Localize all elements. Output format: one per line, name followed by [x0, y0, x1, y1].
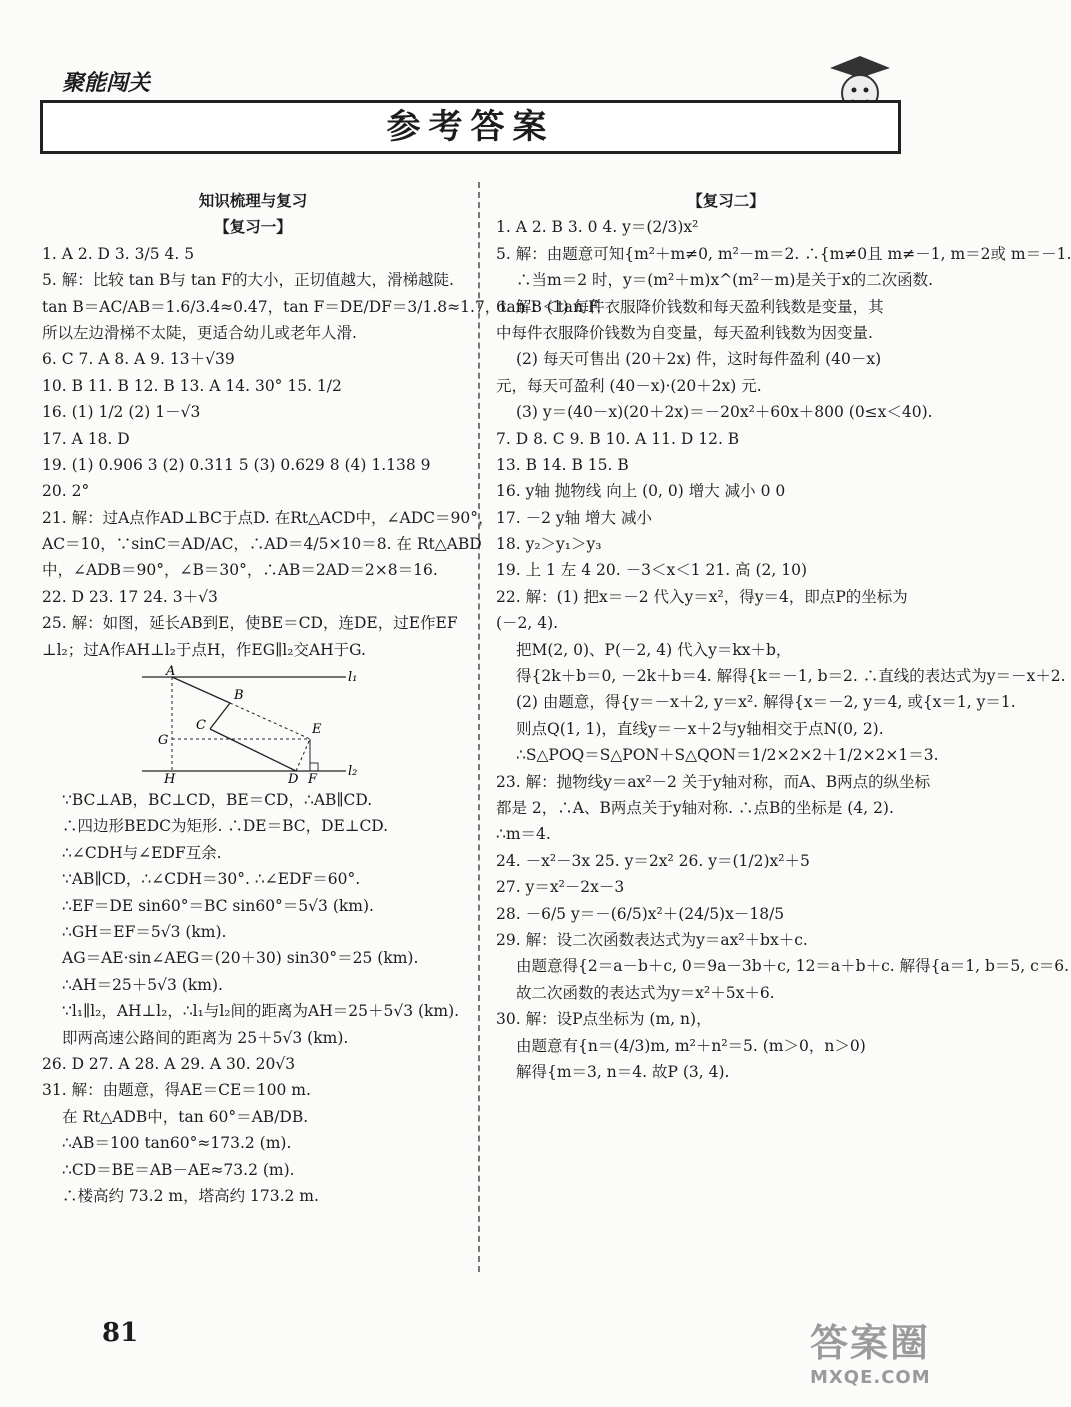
- segment-be: [230, 703, 310, 739]
- answer-line: 即两高速公路间的距离为 25＋5√3 (km).: [62, 1028, 349, 1047]
- answer-line: ∴AH＝25＋5√3 (km).: [62, 975, 223, 994]
- answer-line: 29. 解：设二次函数表达式为y＝ax²＋bx＋c.: [496, 930, 808, 949]
- label-c: C: [196, 718, 206, 734]
- answer-line: 7. D 8. C 9. B 10. A 11. D 12. B: [496, 429, 740, 448]
- watermark-url: MXQE.COM: [810, 1367, 931, 1388]
- segment-bc: [210, 703, 230, 729]
- answer-line: ∴∠CDH与∠EDF互余.: [62, 843, 222, 862]
- answer-line: 都是 2，∴A、B两点关于y轴对称. ∴点B的坐标是 (4, 2).: [496, 798, 894, 817]
- label-h: H: [164, 772, 176, 788]
- segment-de: [296, 739, 310, 771]
- answer-line: 由题意有{n＝(4/3)m, m²＋n²＝5. (m＞0，n＞0): [516, 1036, 866, 1055]
- answer-line: 中，∠ADB＝90°，∠B＝30°，∴AB＝2AD＝2×8＝16.: [42, 561, 438, 580]
- column-divider: [478, 182, 480, 1272]
- answer-line: (－2, 4).: [496, 614, 559, 633]
- answer-line: 19. (1) 0.906 3 (2) 0.311 5 (3) 0.629 8 (4) 1.138 9: [42, 455, 431, 474]
- page-header: [0, 0, 1000, 180]
- answer-line: 故二次函数的表达式为y＝x²＋5x＋6.: [516, 983, 775, 1002]
- answer-line: 6. C 7. A 8. A 9. 13＋√39: [42, 350, 235, 369]
- answer-line: ∴GH＝EF＝5√3 (km).: [62, 922, 227, 941]
- answer-line: 得{2k＋b＝0, －2k＋b＝4. 解得{k＝－1, b＝2. ∴直线的表达式为y＝－x＋2.: [516, 667, 1066, 686]
- answer-line: 13. B 14. B 15. B: [496, 455, 629, 474]
- answer-line: 22. D 23. 17 24. 3＋√3: [42, 587, 218, 606]
- answer-line: 1. A 2. D 3. 3/5 4. 5: [42, 244, 195, 263]
- answer-line: ∴AB＝100 tan60°≈173.2 (m).: [62, 1134, 292, 1153]
- title-box: [40, 100, 901, 154]
- answer-line: (2) 每天可售出 (20＋2x) 件，这时每件盈利 (40－x): [516, 350, 882, 369]
- answer-line: 28. －6/5 y＝－(6/5)x²＋(24/5)x－18/5: [496, 904, 785, 923]
- answer-line: ∴m＝4.: [496, 825, 551, 844]
- answer-line: 25. 解：如图，延长AB到E，使BE＝CD，连DE，过E作EF: [42, 614, 458, 633]
- review-one-title: 【复习一】: [214, 218, 292, 237]
- geometry-diagram: [138, 664, 368, 788]
- answer-line: 31. 解：由题意，得AE＝CE＝100 m.: [42, 1081, 311, 1100]
- answer-line: 5. 解：比较 tan B与 tan F的大小，正切值越大，滑梯越陡.: [42, 271, 454, 290]
- answer-line: 由题意得{2＝a－b＋c, 0＝9a－3b＋c, 12＝a＋b＋c. 解得{a＝1, b＝5, c＝6.: [516, 957, 1070, 976]
- answer-line: 18. y₂＞y₁＞y₃: [496, 535, 602, 554]
- answer-line: ∴当m＝2 时，y＝(m²＋m)x^(m²－m)是关于x的二次函数.: [516, 271, 934, 290]
- section-title: 知识梳理与复习: [198, 192, 308, 210]
- answer-line: 21. 解：过A点作AD⊥BC于点D. 在Rt△ACD中，∠ADC＝90°，: [42, 508, 494, 527]
- answer-line: 把M(2, 0)、P(－2, 4) 代入y＝kx＋b，: [516, 640, 792, 659]
- label-l2: l₂: [348, 764, 358, 780]
- answer-line: AG＝AE·sin∠AEG＝(20＋30) sin30°＝25 (km).: [62, 949, 419, 968]
- answer-line: ∴CD＝BE＝AB－AE≈73.2 (m).: [62, 1160, 295, 1179]
- answer-line: 22. 解：(1) 把x＝－2 代入y＝x²，得y＝4，即点P的坐标为: [496, 587, 908, 606]
- label-g: G: [158, 733, 169, 749]
- answer-line: 6. 解：(1) 每件衣服降价钱数和每天盈利钱数是变量，其: [496, 297, 884, 316]
- answer-line: 解得{m＝3, n＝4. 故P (3, 4).: [516, 1062, 730, 1081]
- answer-line: ∴四边形BEDC为矩形. ∴DE＝BC，DE⊥CD.: [62, 817, 389, 836]
- answer-line: 1. A 2. B 3. 0 4. y＝(2/3)x²: [496, 218, 699, 237]
- answer-line: ∵l₁∥l₂，AH⊥l₂，∴l₁与l₂间的距离为AH＝25＋5√3 (km).: [62, 1002, 460, 1021]
- answer-line: ⊥l₂；过A作AH⊥l₂于点H，作EG∥l₂交AH于G.: [42, 640, 366, 659]
- answer-line: (2) 由题意，得{y＝－x＋2, y＝x². 解得{x＝－2, y＝4, 或{x＝1, y＝1.: [516, 693, 1016, 712]
- answer-line: 27. y＝x²－2x－3: [496, 878, 625, 897]
- answer-line: ∴S△POQ＝S△PON＋S△QON＝1/2×2×2＋1/2×2×1＝3.: [516, 746, 939, 765]
- answer-line: 10. B 11. B 12. B 13. A 14. 30° 15. 1/2: [42, 376, 342, 395]
- answer-line: 26. D 27. A 28. A 29. A 30. 20√3: [42, 1054, 296, 1073]
- segment-cd: [210, 729, 296, 771]
- answer-line: 16. (1) 1/2 (2) 1－√3: [42, 403, 201, 422]
- answer-line: tan B＝AC/AB＝1.6/3.4≈0.47，tan F＝DE/DF＝3/1.8≈1.7，tan B＜tan F.: [42, 297, 602, 316]
- answer-line: 则点Q(1, 1)，直线y＝－x＋2与y轴相交于点N(0, 2).: [516, 719, 884, 738]
- answer-line: 20. 2°: [42, 482, 90, 501]
- answer-line: 在 Rt△ADB中，tan 60°＝AB/DB.: [62, 1107, 309, 1126]
- answer-line: (3) y＝(40－x)(20＋2x)＝－20x²＋60x＋800 (0≤x＜40).: [516, 403, 933, 422]
- label-b: B: [234, 688, 244, 704]
- answer-line: 17. A 18. D: [42, 429, 130, 448]
- review-two-title: 【复习二】: [687, 192, 765, 210]
- answer-line: 30. 解：设P点坐标为 (m, n)，: [496, 1010, 712, 1029]
- right-angle-mark: [310, 763, 318, 771]
- watermark: [810, 1312, 990, 1402]
- segment-ab: [172, 677, 230, 703]
- answer-line: AC＝10，∵sinC＝AD/AC，∴AD＝4/5×10＝8. 在 Rt△ABD: [42, 535, 482, 554]
- answer-line: ∵BC⊥AB，BC⊥CD，BE＝CD，∴AB∥CD.: [62, 791, 373, 810]
- page-title: 参考答案: [386, 107, 555, 147]
- answer-line: 19. 上 1 左 4 20. －3＜x＜1 21. 高 (2, 10): [496, 561, 808, 580]
- answer-line: 17. －2 y轴 增大 减小: [496, 508, 652, 527]
- brand-logo: 聚能闯关: [62, 71, 151, 96]
- answer-line: 23. 解：抛物线y＝ax²－2 关于y轴对称，而A、B两点的纵坐标: [496, 772, 931, 791]
- answer-line: ∴楼高约 73.2 m，塔高约 173.2 m.: [62, 1186, 319, 1205]
- answer-line: 24. －x²－3x 25. y＝2x² 26. y＝(1/2)x²＋5: [496, 851, 810, 870]
- answer-line: 16. y轴 抛物线 向上 (0, 0) 增大 减小 0 0: [496, 482, 786, 501]
- right-column: [496, 188, 1071, 1085]
- answer-line: ∵AB∥CD，∴∠CDH＝30°. ∴∠EDF＝60°.: [62, 870, 361, 889]
- answer-line: ∴EF＝DE sin60°＝BC sin60°＝5√3 (km).: [62, 896, 374, 915]
- label-d: D: [288, 772, 299, 788]
- answer-line: 中每件衣服降价钱数为自变量，每天盈利钱数为因变量.: [496, 323, 873, 342]
- label-a: A: [166, 664, 176, 680]
- answer-line: 5. 解：由题意可知{m²＋m≠0, m²－m＝2. ∴{m≠0且 m≠－1, m＝2或 m＝－1.: [496, 244, 1071, 263]
- watermark-logo: 答案圈: [810, 1321, 931, 1365]
- label-l1: l₁: [348, 670, 358, 686]
- answer-line: 所以左边滑梯不太陡，更适合幼儿或老年人滑.: [42, 323, 357, 342]
- label-f: F: [308, 772, 318, 788]
- answer-line: 元，每天可盈利 (40－x)·(20＋2x) 元.: [496, 376, 762, 395]
- page-number: 81: [102, 1318, 139, 1348]
- label-e: E: [312, 722, 322, 738]
